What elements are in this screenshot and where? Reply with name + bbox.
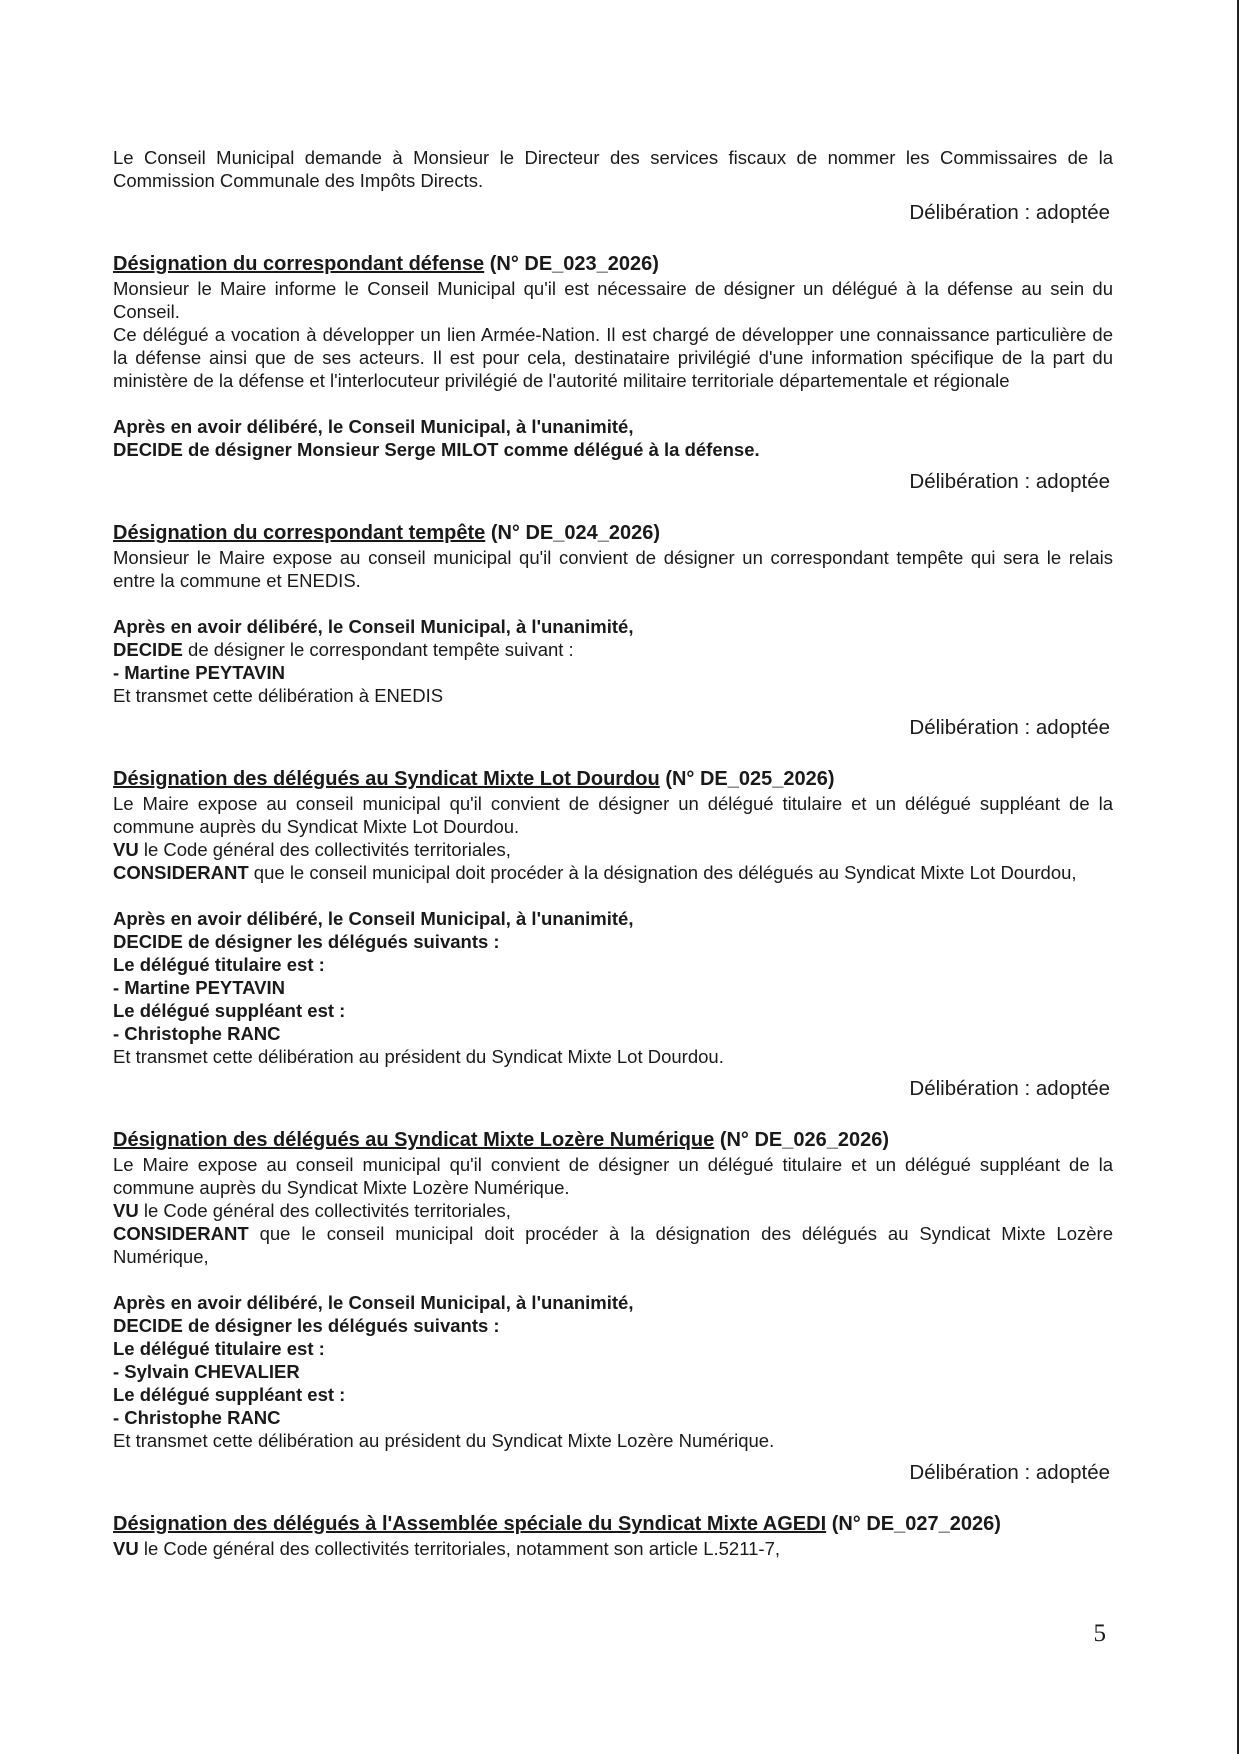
section-de-023: [113, 251, 1113, 496]
intro-paragraph: Le Conseil Municipal demande à Monsieur le Directeur des services fiscaux de nommer les Commissaires de la Commission Communale des Impôts Directs.: [113, 147, 1113, 191]
section-result: Délibération : adoptée: [909, 1461, 1110, 1484]
vu-text: le Code général des collectivités territoriales,: [138, 839, 511, 860]
decision-line: Après en avoir délibéré, le Conseil Municipal, à l'unanimité,: [113, 616, 634, 637]
transmit-line: Et transmet cette délibération à ENEDIS: [113, 685, 444, 706]
decide-keyword: DECIDE: [113, 639, 183, 660]
section-result: Délibération : adoptée: [909, 470, 1110, 493]
section-de-024: [113, 520, 1113, 742]
vu-text: le Code général des collectivités territoriales,: [138, 1200, 511, 1221]
vu-line: [113, 1199, 1113, 1222]
page-number: 5: [1093, 1620, 1106, 1647]
decide-text: de désigner le correspondant tempête suivant :: [182, 639, 574, 660]
section-heading: [113, 1127, 1113, 1153]
paragraph: Le Maire expose au conseil municipal qu'il convient de désigner un délégué titulaire et un délégué suppléant de la commune auprès du Syndicat Mixte Lot Dourdou.: [113, 793, 1113, 837]
decision-line: Le délégué titulaire est :: [113, 954, 325, 975]
section-ref: (N° DE_023_2026): [489, 253, 659, 275]
decision-line: DECIDE de désigner les délégués suivants :: [113, 1315, 500, 1336]
section-title: Désignation des délégués au Syndicat Mixte Lot Dourdou: [113, 768, 660, 790]
section-ref: (N° DE_026_2026): [719, 1129, 890, 1151]
document-page: [113, 146, 1113, 1560]
section-heading: [113, 251, 1113, 277]
vu-keyword: VU: [113, 1538, 139, 1559]
section-de-027: [113, 1511, 1113, 1560]
delegate-name: - Sylvain CHEVALIER: [113, 1361, 300, 1382]
paragraph: Monsieur le Maire informe le Conseil Municipal qu'il est nécessaire de désigner un délégué à la défense au sein du Conseil.: [113, 278, 1113, 322]
decision-line: Après en avoir délibéré, le Conseil Municipal, à l'unanimité,: [113, 416, 634, 437]
decision-line: Le délégué titulaire est :: [113, 1338, 325, 1359]
delegate-name: - Christophe RANC: [113, 1023, 281, 1044]
section-result: Délibération : adoptée: [909, 716, 1110, 739]
margin-scan-line: [1237, 0, 1239, 1754]
vu-keyword: VU: [113, 839, 139, 860]
vu-text: le Code général des collectivités territoriales, notamment son article L.5211-7,: [138, 1538, 781, 1559]
section-result: Délibération : adoptée: [909, 1077, 1110, 1100]
section-de-026: [113, 1127, 1113, 1487]
vu-line: [113, 1537, 1113, 1560]
delegate-name: - Martine PEYTAVIN: [113, 977, 286, 998]
section-ref: (N° DE_025_2026): [665, 768, 835, 790]
vu-keyword: VU: [113, 1200, 139, 1221]
decision-line: Après en avoir délibéré, le Conseil Municipal, à l'unanimité,: [113, 1292, 634, 1313]
section-title: Désignation du correspondant tempête: [113, 522, 486, 544]
considerant-line: [113, 1222, 1113, 1268]
decision-line: Le délégué suppléant est :: [113, 1000, 346, 1021]
transmit-line: Et transmet cette délibération au président du Syndicat Mixte Lot Dourdou.: [113, 1046, 724, 1067]
paragraph: Ce délégué a vocation à développer un lien Armée-Nation. Il est chargé de développer une connaissance particulière de la défense ainsi que de ses acteurs. Il est pour cela, destinataire privilégié d'une information spécifique de la part du ministère de la défense et l'interlocuteur privilégié de l'autorité militaire territoriale départementale et régionale: [113, 324, 1113, 391]
paragraph: Monsieur le Maire expose au conseil municipal qu'il convient de désigner un correspondant tempête qui sera le relais entre la commune et ENEDIS.: [113, 547, 1113, 591]
considerant-keyword: CONSIDERANT: [113, 862, 249, 883]
considerant-keyword: CONSIDERANT: [113, 1223, 249, 1244]
section-de-025: [113, 766, 1113, 1103]
section-heading: [113, 520, 1113, 546]
decision-line: Le délégué suppléant est :: [113, 1384, 346, 1405]
delegate-name: - Martine PEYTAVIN: [113, 662, 286, 683]
section-heading: [113, 1511, 1113, 1537]
section-title: Désignation des délégués au Syndicat Mixte Lozère Numérique: [113, 1129, 715, 1151]
decision-line: Après en avoir délibéré, le Conseil Municipal, à l'unanimité,: [113, 908, 634, 929]
decision-line: DECIDE de désigner Monsieur Serge MILOT comme délégué à la défense.: [113, 439, 760, 460]
paragraph: Le Maire expose au conseil municipal qu'il convient de désigner un délégué titulaire et un délégué suppléant de la commune auprès du Syndicat Mixte Lozère Numérique.: [113, 1154, 1113, 1198]
section-ref: (N° DE_027_2026): [831, 1513, 1001, 1535]
section-heading: [113, 766, 1113, 792]
delegate-name: - Christophe RANC: [113, 1407, 281, 1428]
considerant-text: que le conseil municipal doit procéder à la désignation des délégués au Syndicat Mixte Lozère Numérique,: [113, 1223, 1113, 1267]
transmit-line: Et transmet cette délibération au président du Syndicat Mixte Lozère Numérique.: [113, 1430, 775, 1451]
decision-line: DECIDE de désigner les délégués suivants :: [113, 931, 500, 952]
intro-result: Délibération : adoptée: [909, 201, 1110, 224]
vu-line: [113, 838, 1113, 861]
considerant-line: [113, 861, 1113, 884]
considerant-text: que le conseil municipal doit procéder à la désignation des délégués au Syndicat Mixte Lot Dourdou,: [248, 862, 1077, 883]
section-title: Désignation des délégués à l'Assemblée spéciale du Syndicat Mixte AGEDI: [113, 1513, 827, 1535]
section-ref: (N° DE_024_2026): [490, 522, 661, 544]
section-title: Désignation du correspondant défense: [113, 253, 485, 275]
decision-line: [113, 638, 1113, 661]
